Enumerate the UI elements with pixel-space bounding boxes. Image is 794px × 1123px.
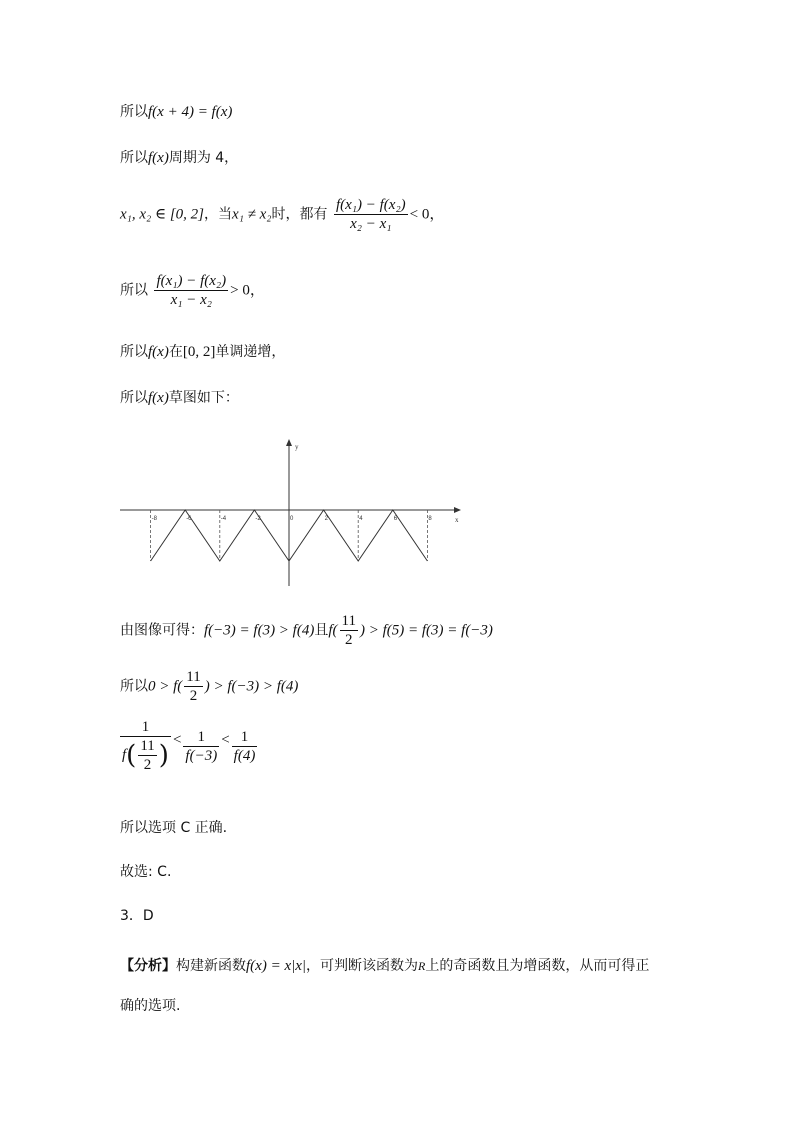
tick-label: -4	[220, 516, 227, 522]
denominator: 2	[143, 757, 152, 773]
line-positive-quotient	[120, 272, 265, 309]
text: 周期为 4，	[168, 150, 239, 166]
math: < 0，	[409, 206, 445, 223]
fraction	[340, 612, 358, 649]
text: 所以	[120, 282, 148, 299]
math: <	[172, 732, 182, 748]
line-sketch-intro	[120, 388, 239, 408]
math: R	[418, 959, 426, 973]
math: f	[122, 746, 127, 763]
tick-label: 0	[290, 516, 294, 522]
tick-label: -2	[255, 516, 261, 522]
text: 所以	[120, 344, 148, 360]
denominator: 2	[189, 688, 198, 704]
math: f(x)	[148, 344, 169, 360]
math: ) > f(5) = f(3) = f(−3)	[359, 622, 493, 639]
text: 【分析】	[120, 958, 176, 974]
math: ) > f(−3) > f(4)	[204, 678, 299, 695]
text: 所以	[120, 390, 148, 406]
line-ordering	[120, 668, 298, 705]
x-axis-arrow	[454, 507, 461, 513]
text: 在	[168, 344, 183, 360]
line-monotonic-condition	[120, 196, 444, 233]
line-period	[120, 148, 238, 168]
denominator: f(4)	[233, 747, 256, 764]
math: f(−3) = f(3) > f(4)	[204, 622, 315, 639]
line-analysis	[120, 956, 649, 976]
tick-label: 2	[324, 516, 328, 522]
numerator: 1	[232, 728, 258, 747]
text: 单调递增，	[215, 344, 286, 360]
numerator: 1	[183, 728, 219, 747]
numerator: 11	[341, 613, 356, 629]
fraction	[232, 728, 258, 765]
function-sketch	[118, 436, 468, 592]
math: f(x + 4) = f(x)	[148, 104, 233, 120]
tick-label: 4	[359, 516, 363, 522]
line-analysis-continued	[120, 996, 180, 1016]
line-periodic-equation	[120, 102, 232, 122]
text: 故选: C.	[120, 864, 172, 880]
text: 上的奇函数且为增函数，从而可得正	[425, 958, 650, 974]
paren: )	[158, 740, 169, 771]
fraction	[138, 737, 156, 774]
fraction	[154, 272, 228, 309]
numerator: 11	[140, 738, 155, 754]
line-answer	[120, 862, 171, 882]
fraction	[184, 668, 202, 705]
denominator: 2	[344, 632, 353, 648]
line-graph-conclusion	[120, 612, 493, 649]
math: f(x) = x|x|	[246, 958, 306, 974]
line-reciprocal-ordering	[120, 718, 259, 774]
text: 时，都有	[271, 206, 328, 223]
math: [0, 2]	[182, 344, 216, 360]
paren: (	[126, 740, 137, 771]
text: 构建新函数	[176, 958, 246, 974]
tick-label: -6	[186, 516, 192, 522]
text: 所以	[120, 150, 148, 166]
x-axis-label: x	[455, 516, 459, 524]
numerator: f(x₁) − f(x₂)	[335, 197, 406, 213]
math: x₁, x₂ ∈ [0, 2]	[120, 206, 205, 223]
text: 由图像可得：	[120, 622, 204, 639]
math: x₁ ≠ x₂	[232, 206, 272, 223]
denominator: x₁ − x₂	[170, 292, 212, 308]
text: 草图如下：	[168, 390, 239, 406]
y-axis-arrow	[286, 439, 292, 446]
tick-label: 8	[428, 516, 432, 522]
line-question-number	[120, 906, 154, 926]
text: 且	[314, 622, 329, 639]
text: 3．D	[120, 908, 154, 924]
fraction	[120, 718, 171, 774]
math: 0 > f(	[148, 678, 183, 695]
denominator	[120, 737, 171, 774]
text: ，可判断该函数为	[306, 958, 418, 974]
fraction	[183, 728, 219, 765]
denominator: f(−3)	[185, 747, 218, 764]
y-axis-label: y	[295, 443, 299, 451]
math: > 0，	[230, 282, 265, 299]
text: 确的选项.	[120, 998, 181, 1014]
tick-label: -8	[151, 516, 157, 522]
numerator: f(x₁) − f(x₂)	[156, 273, 227, 289]
line-option-correct	[120, 818, 227, 838]
tick-label: 6	[393, 516, 398, 522]
math: f(x)	[148, 150, 169, 166]
math: f(x)	[148, 390, 169, 406]
line-increasing	[120, 342, 285, 362]
numerator: 1	[120, 718, 171, 737]
math: f(	[328, 622, 338, 639]
fraction	[334, 196, 408, 233]
numerator: 11	[186, 669, 201, 685]
denominator: x₂ − x₁	[350, 216, 392, 232]
text: 所以选项 C 正确.	[120, 820, 228, 836]
text: 所以	[120, 678, 148, 695]
math: <	[221, 732, 230, 748]
text: 所以	[120, 104, 148, 120]
text: ，当	[204, 206, 233, 223]
